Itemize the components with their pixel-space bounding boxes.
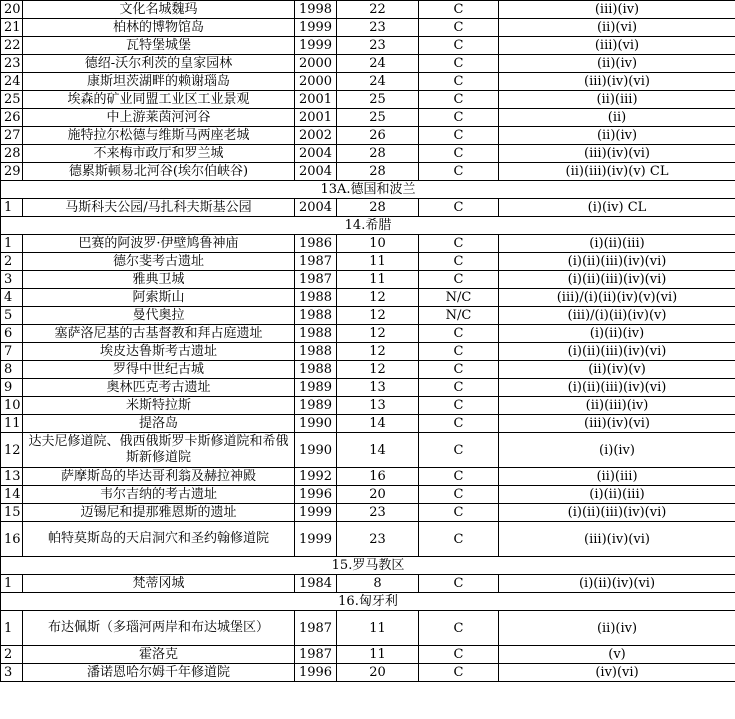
site-name-cell: 阿索斯山 [23, 289, 295, 307]
table-row [1, 37, 735, 55]
criteria-cell: (ii)(vi) [499, 19, 735, 37]
year-cell: 1988 [295, 307, 337, 325]
year-cell: 1996 [295, 486, 337, 504]
row-number-cell: 2 [1, 253, 23, 271]
section-title: 15.罗马教区 [1, 557, 735, 575]
site-name-cell: 奥林匹克考古遗址 [23, 379, 295, 397]
year-cell: 1988 [295, 343, 337, 361]
year-cell: 1986 [295, 235, 337, 253]
session-cell: 11 [337, 271, 419, 289]
session-cell: 16 [337, 468, 419, 486]
criteria-cell: (ii)(iv) [499, 127, 735, 145]
type-cell: C [419, 646, 499, 664]
row-number-cell: 2 [1, 646, 23, 664]
row-number-cell: 24 [1, 73, 23, 91]
type-cell: C [419, 145, 499, 163]
type-cell: C [419, 19, 499, 37]
site-name-cell: 马斯科夫公园/马扎科夫斯基公园 [23, 199, 295, 217]
criteria-cell: (ii)(iv) [499, 611, 735, 646]
session-cell: 23 [337, 37, 419, 55]
site-name-cell: 埃森的矿业同盟工业区工业景观 [23, 91, 295, 109]
session-cell: 10 [337, 235, 419, 253]
type-cell: C [419, 343, 499, 361]
criteria-cell: (i)(ii)(iii) [499, 235, 735, 253]
type-cell: C [419, 504, 499, 522]
table-row [1, 433, 735, 468]
year-cell: 1987 [295, 646, 337, 664]
criteria-cell: (i)(ii)(iii)(iv)(vi) [499, 253, 735, 271]
year-cell: 1988 [295, 289, 337, 307]
criteria-cell: (ii)(iii) [499, 91, 735, 109]
criteria-cell: (i)(ii)(iii)(iv)(vi) [499, 343, 735, 361]
site-name-cell: 瓦特堡城堡 [23, 37, 295, 55]
row-number-cell: 20 [1, 1, 23, 19]
year-cell: 1988 [295, 325, 337, 343]
session-cell: 28 [337, 199, 419, 217]
row-number-cell: 16 [1, 522, 23, 557]
table-row [1, 55, 735, 73]
table-row [1, 646, 735, 664]
type-cell: C [419, 415, 499, 433]
session-cell: 8 [337, 575, 419, 593]
year-cell: 2000 [295, 55, 337, 73]
site-name-cell: 雅典卫城 [23, 271, 295, 289]
row-number-cell: 1 [1, 235, 23, 253]
site-name-cell: 埃皮达鲁斯考古遗址 [23, 343, 295, 361]
row-number-cell: 10 [1, 397, 23, 415]
table-row [1, 199, 735, 217]
site-name-cell: 德尔斐考古遗址 [23, 253, 295, 271]
table-row [1, 343, 735, 361]
site-name-cell: 罗得中世纪古城 [23, 361, 295, 379]
year-cell: 2001 [295, 91, 337, 109]
session-cell: 12 [337, 325, 419, 343]
session-cell: 11 [337, 646, 419, 664]
criteria-cell: (iii)/(i)(ii)(iv)(v)(vi) [499, 289, 735, 307]
type-cell: C [419, 199, 499, 217]
table-row [1, 91, 735, 109]
session-cell: 12 [337, 361, 419, 379]
site-name-cell: 曼代奥拉 [23, 307, 295, 325]
type-cell: C [419, 433, 499, 468]
table-row [1, 253, 735, 271]
row-number-cell: 1 [1, 611, 23, 646]
year-cell: 2004 [295, 199, 337, 217]
row-number-cell: 22 [1, 37, 23, 55]
section-header-row [1, 181, 735, 199]
site-name-cell: 塞萨洛尼基的古基督教和拜占庭遗址 [23, 325, 295, 343]
type-cell: C [419, 379, 499, 397]
session-cell: 13 [337, 397, 419, 415]
type-cell: C [419, 73, 499, 91]
year-cell: 1989 [295, 397, 337, 415]
criteria-cell: (i)(ii)(iii)(iv)(vi) [499, 379, 735, 397]
type-cell: C [419, 253, 499, 271]
year-cell: 1990 [295, 433, 337, 468]
site-name-cell: 霍洛克 [23, 646, 295, 664]
session-cell: 28 [337, 163, 419, 181]
row-number-cell: 28 [1, 145, 23, 163]
type-cell: C [419, 163, 499, 181]
site-name-cell: 米斯特拉斯 [23, 397, 295, 415]
session-cell: 23 [337, 522, 419, 557]
year-cell: 2001 [295, 109, 337, 127]
type-cell: C [419, 325, 499, 343]
table-row [1, 127, 735, 145]
criteria-cell: (i)(iv) CL [499, 199, 735, 217]
row-number-cell: 7 [1, 343, 23, 361]
year-cell: 2004 [295, 145, 337, 163]
criteria-cell: (ii)(iii)(iv)(v) CL [499, 163, 735, 181]
type-cell: N/C [419, 289, 499, 307]
type-cell: C [419, 611, 499, 646]
row-number-cell: 8 [1, 361, 23, 379]
site-name-cell: 不来梅市政厅和罗兰城 [23, 145, 295, 163]
site-name-cell: 帕特莫斯岛的天启洞穴和圣约翰修道院 [23, 522, 295, 557]
type-cell: C [419, 486, 499, 504]
table-row [1, 522, 735, 557]
session-cell: 24 [337, 55, 419, 73]
table-body [1, 1, 735, 682]
site-name-cell: 柏林的博物馆岛 [23, 19, 295, 37]
site-name-cell: 达夫尼修道院、俄西俄斯罗卡斯修道院和希俄斯新修道院 [23, 433, 295, 468]
type-cell: C [419, 575, 499, 593]
year-cell: 1988 [295, 361, 337, 379]
table-row [1, 307, 735, 325]
year-cell: 1999 [295, 19, 337, 37]
session-cell: 23 [337, 19, 419, 37]
year-cell: 1984 [295, 575, 337, 593]
section-header-row [1, 557, 735, 575]
type-cell: C [419, 397, 499, 415]
row-number-cell: 3 [1, 271, 23, 289]
session-cell: 13 [337, 379, 419, 397]
criteria-cell: (iii)(iv)(vi) [499, 73, 735, 91]
type-cell: C [419, 361, 499, 379]
criteria-cell: (ii)(iv) [499, 55, 735, 73]
table-row [1, 468, 735, 486]
type-cell: C [419, 664, 499, 682]
site-name-cell: 潘诺恩哈尔姆千年修道院 [23, 664, 295, 682]
criteria-cell: (i)(ii)(iii)(iv)(vi) [499, 504, 735, 522]
row-number-cell: 23 [1, 55, 23, 73]
session-cell: 20 [337, 486, 419, 504]
year-cell: 1999 [295, 522, 337, 557]
criteria-cell: (ii)(iv)(v) [499, 361, 735, 379]
year-cell: 1987 [295, 271, 337, 289]
section-header-row [1, 217, 735, 235]
session-cell: 12 [337, 343, 419, 361]
criteria-cell: (i)(ii)(iv)(vi) [499, 575, 735, 593]
type-cell: C [419, 91, 499, 109]
session-cell: 12 [337, 289, 419, 307]
section-title: 13A.德国和波兰 [1, 181, 735, 199]
table-row [1, 361, 735, 379]
criteria-cell: (i)(ii)(iv) [499, 325, 735, 343]
criteria-cell: (iii)(iv)(vi) [499, 415, 735, 433]
table-row [1, 73, 735, 91]
criteria-cell: (iii)/(i)(ii)(iv)(v) [499, 307, 735, 325]
site-name-cell: 迈锡尼和提那雅恩斯的遗址 [23, 504, 295, 522]
year-cell: 1989 [295, 379, 337, 397]
table-row [1, 486, 735, 504]
table-row [1, 611, 735, 646]
table-row [1, 664, 735, 682]
site-name-cell: 康斯坦茨湖畔的赖谢瑙岛 [23, 73, 295, 91]
year-cell: 1987 [295, 611, 337, 646]
table-row [1, 325, 735, 343]
type-cell: C [419, 127, 499, 145]
year-cell: 1990 [295, 415, 337, 433]
year-cell: 1992 [295, 468, 337, 486]
row-number-cell: 29 [1, 163, 23, 181]
site-name-cell: 中上游莱茵河河谷 [23, 109, 295, 127]
type-cell: C [419, 1, 499, 19]
table-row [1, 19, 735, 37]
row-number-cell: 4 [1, 289, 23, 307]
type-cell: C [419, 37, 499, 55]
site-name-cell: 梵蒂冈城 [23, 575, 295, 593]
session-cell: 11 [337, 611, 419, 646]
table-row [1, 415, 735, 433]
table-row [1, 289, 735, 307]
site-name-cell: 德绍-沃尔利茨的皇家园林 [23, 55, 295, 73]
table-row [1, 379, 735, 397]
row-number-cell: 26 [1, 109, 23, 127]
year-cell: 1998 [295, 1, 337, 19]
criteria-cell: (iii)(iv) [499, 1, 735, 19]
criteria-cell: (ii)(iii) [499, 468, 735, 486]
session-cell: 25 [337, 91, 419, 109]
criteria-cell: (iii)(iv)(vi) [499, 522, 735, 557]
section-title: 14.希腊 [1, 217, 735, 235]
year-cell: 1999 [295, 37, 337, 55]
site-name-cell: 德累斯顿易北河谷(埃尔伯峡谷) [23, 163, 295, 181]
session-cell: 26 [337, 127, 419, 145]
session-cell: 25 [337, 109, 419, 127]
session-cell: 20 [337, 664, 419, 682]
row-number-cell: 5 [1, 307, 23, 325]
section-header-row [1, 593, 735, 611]
year-cell: 1999 [295, 504, 337, 522]
site-name-cell: 施特拉尔松德与维斯马两座老城 [23, 127, 295, 145]
criteria-cell: (iv)(vi) [499, 664, 735, 682]
site-name-cell: 韦尔吉纳的考古遗址 [23, 486, 295, 504]
session-cell: 14 [337, 415, 419, 433]
type-cell: C [419, 109, 499, 127]
session-cell: 23 [337, 504, 419, 522]
criteria-cell: (i)(ii)(iii) [499, 486, 735, 504]
row-number-cell: 12 [1, 433, 23, 468]
row-number-cell: 3 [1, 664, 23, 682]
session-cell: 11 [337, 253, 419, 271]
row-number-cell: 6 [1, 325, 23, 343]
row-number-cell: 15 [1, 504, 23, 522]
table-row [1, 271, 735, 289]
type-cell: C [419, 271, 499, 289]
table-row [1, 1, 735, 19]
type-cell: C [419, 235, 499, 253]
row-number-cell: 14 [1, 486, 23, 504]
criteria-cell: (v) [499, 646, 735, 664]
site-name-cell: 文化名城魏玛 [23, 1, 295, 19]
table-row [1, 145, 735, 163]
type-cell: N/C [419, 307, 499, 325]
year-cell: 1987 [295, 253, 337, 271]
year-cell: 2000 [295, 73, 337, 91]
type-cell: C [419, 55, 499, 73]
section-title: 16.匈牙利 [1, 593, 735, 611]
table-row [1, 575, 735, 593]
row-number-cell: 11 [1, 415, 23, 433]
criteria-cell: (ii)(iii)(iv) [499, 397, 735, 415]
type-cell: C [419, 522, 499, 557]
criteria-cell: (i)(iv) [499, 433, 735, 468]
table-row [1, 235, 735, 253]
table-row [1, 109, 735, 127]
session-cell: 14 [337, 433, 419, 468]
session-cell: 12 [337, 307, 419, 325]
session-cell: 24 [337, 73, 419, 91]
year-cell: 2002 [295, 127, 337, 145]
site-name-cell: 布达佩斯（多瑙河两岸和布达城堡区） [23, 611, 295, 646]
row-number-cell: 9 [1, 379, 23, 397]
criteria-cell: (ii) [499, 109, 735, 127]
session-cell: 22 [337, 1, 419, 19]
year-cell: 1996 [295, 664, 337, 682]
site-name-cell: 提洛岛 [23, 415, 295, 433]
row-number-cell: 27 [1, 127, 23, 145]
row-number-cell: 1 [1, 575, 23, 593]
table-row [1, 397, 735, 415]
table-row [1, 504, 735, 522]
row-number-cell: 25 [1, 91, 23, 109]
site-name-cell: 萨摩斯岛的毕达哥利翁及赫拉神殿 [23, 468, 295, 486]
criteria-cell: (iii)(vi) [499, 37, 735, 55]
session-cell: 28 [337, 145, 419, 163]
table-row [1, 163, 735, 181]
type-cell: C [419, 468, 499, 486]
criteria-cell: (i)(ii)(iii)(iv)(vi) [499, 271, 735, 289]
row-number-cell: 21 [1, 19, 23, 37]
row-number-cell: 13 [1, 468, 23, 486]
criteria-cell: (iii)(iv)(vi) [499, 145, 735, 163]
site-name-cell: 巴赛的阿波罗·伊壁鸠鲁神庙 [23, 235, 295, 253]
row-number-cell: 1 [1, 199, 23, 217]
year-cell: 2004 [295, 163, 337, 181]
